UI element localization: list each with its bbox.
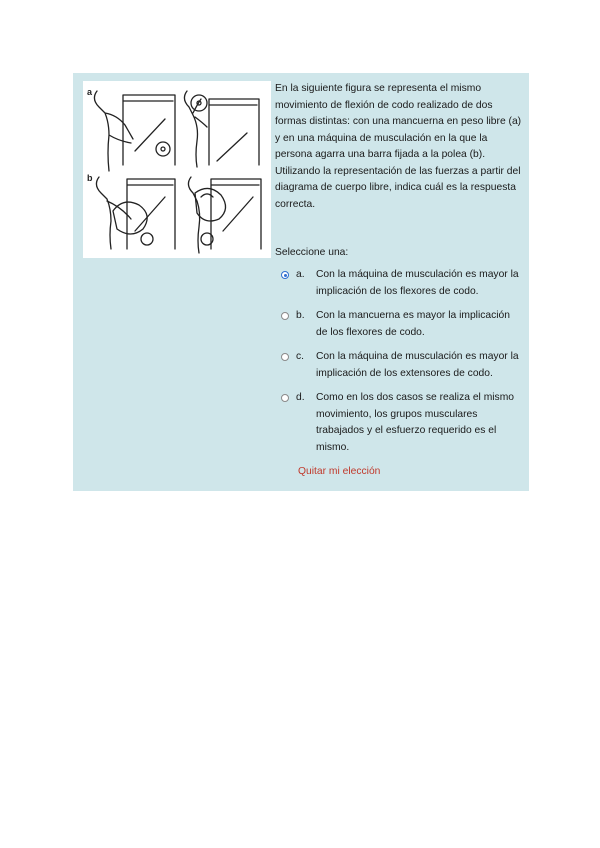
option-a[interactable] <box>281 267 525 300</box>
answer-options <box>281 267 525 456</box>
clear-choice-link[interactable]: Quitar mi elección <box>298 466 381 477</box>
radio-c[interactable] <box>281 353 289 361</box>
option-text: Con la mancuerna es mayor la implicación de los flexores de codo. <box>316 310 511 338</box>
option-letter: c. <box>296 351 305 362</box>
question-text: En la siguiente figura se representa el mismo movimiento de flexión de codo realizado de dos formas distintas: con una mancuerna en peso libre (a) y en una máquina de musculación en la que la persona agarra una barra fijada a la polea (b). Utilizando la representación de las fuerzas a partir del diagrama de cuerpo libre, indica cuál es la respuesta correcta. <box>275 83 522 210</box>
elbow-flexion-illustration <box>83 81 271 258</box>
option-letter: d. <box>296 392 305 403</box>
figure-label-b: b <box>87 173 93 183</box>
option-letter: a. <box>296 269 305 280</box>
option-text: Con la máquina de musculación es mayor la implicación de los extensores de codo. <box>316 351 519 379</box>
option-d[interactable] <box>281 390 525 456</box>
question-card <box>73 73 529 491</box>
radio-d[interactable] <box>281 394 289 402</box>
exercise-figure <box>83 81 271 258</box>
option-letter: b. <box>296 310 305 321</box>
radio-b[interactable] <box>281 312 289 320</box>
select-prompt: Seleccione una: <box>275 247 349 258</box>
option-c[interactable] <box>281 349 525 382</box>
option-b[interactable] <box>281 308 525 341</box>
radio-a[interactable] <box>281 271 289 279</box>
figure-label-a: a <box>87 87 93 97</box>
option-text: Como en los dos casos se realiza el mismo movimiento, los grupos musculares trabajados y el esfuerzo requerido es el mismo. <box>316 392 515 453</box>
option-text: Con la máquina de musculación es mayor la implicación de los flexores de codo. <box>316 269 519 297</box>
